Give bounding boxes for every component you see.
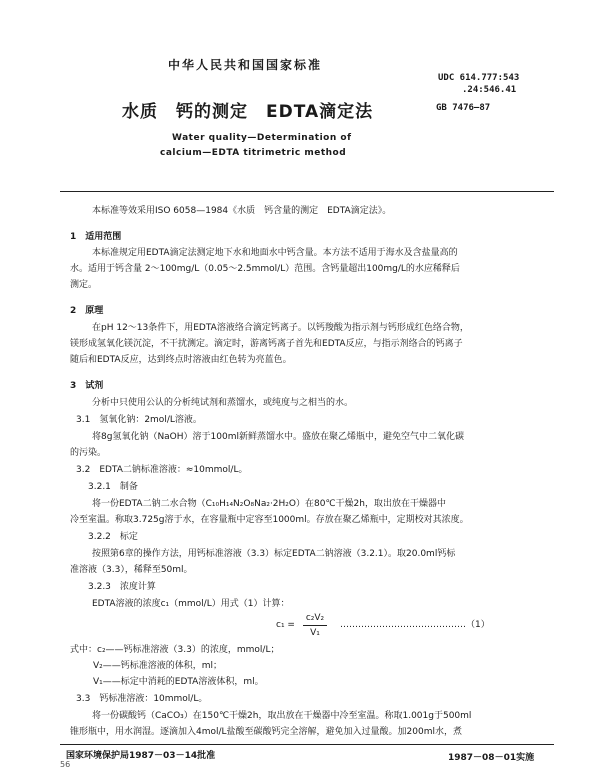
- s321-title: 3.2.1 制备: [88, 482, 138, 492]
- s1-line1: 本标准规定用EDTA滴定法测定地下水和地面水中钙含量。本方法不适用于海水及含盐量高的: [92, 248, 458, 258]
- s321-line1: 将一份EDTA二钠二水合物（C₁₀H₁₄N₂O₈Na₂·2H₂O）在80℃干燥2h，取出放在干燥器中: [92, 499, 446, 509]
- s33-line2: 锥形瓶中，用水润湿。逐滴加入4mol/L盐酸至碳酸钙完全溶解，避免加入过量酸。加200ml水，煮: [70, 727, 462, 737]
- udc-code-line1: UDC 614.777:543: [438, 73, 520, 83]
- s1-line2: 水。适用于钙含量 2～100mg/L（0.05～2.5mmol/L）范围。含钙量超出100mg/L的水应稀释后: [70, 264, 460, 274]
- section-1-title: 1 适用范围: [70, 232, 122, 242]
- s323-title: 3.2.3 浓度计算: [88, 582, 156, 592]
- footer-rule: [60, 744, 554, 745]
- where-line1: 式中：c₂——钙标准溶液（3.3）的浓度，mmol/L；: [70, 645, 280, 655]
- s2-line3: 随后和EDTA反应，达到终点时溶液由红色转为亮蓝色。: [70, 355, 292, 365]
- title-cn: 水质 钙的测定 EDTA滴定法: [122, 102, 374, 122]
- intro-text: 本标准等效采用ISO 6058—1984《水质 钙含量的测定 EDTA滴定法》。: [92, 206, 392, 216]
- formula-number: ……………………………………（1）: [340, 620, 490, 630]
- s323-line1: EDTA溶液的浓度c₁（mmol/L）用式（1）计算：: [92, 599, 290, 609]
- title-en-line1: Water quality—Determination of: [172, 133, 352, 143]
- approval-date: 国家环境保护局1987－03－14批准: [66, 751, 216, 761]
- s2-line2: 镁形成氢氧化镁沉淀，不干扰测定。滴定时，游离钙离子首先和EDTA反应，与指示剂络合的钙离子: [70, 339, 463, 349]
- s31-line1: 将8g氢氧化钠（NaOH）溶于100ml新鲜蒸馏水中。盛放在聚乙烯瓶中，避免空气中二氧化碳: [92, 432, 464, 442]
- s31-title: 3.1 氢氧化钠：2mol/L溶液。: [76, 415, 202, 425]
- udc-code-line2: .24:546.41: [462, 85, 517, 95]
- s33-line1: 将一份碳酸钙（CaCO₃）在150℃干燥2h，取出放在干燥器中冷至室温。称取1.001g于500ml: [92, 711, 472, 721]
- s322-line1: 按照第6章的操作方法，用钙标准溶液（3.3）标定EDTA二钠溶液（3.2.1）。取20.0ml钙标: [92, 549, 456, 559]
- gb-number: GB 7476—87: [436, 103, 491, 113]
- s1-line3: 测定。: [70, 280, 98, 290]
- s3-intro: 分析中只使用公认的分析纯试剂和蒸馏水，或纯度与之相当的水。: [92, 398, 354, 408]
- s32-title: 3.2 EDTA二钠标准溶液：≈10mmol/L。: [76, 465, 248, 475]
- s322-title: 3.2.2 标定: [88, 532, 138, 542]
- standard-org: 中华人民共和国国家标准: [168, 58, 323, 72]
- where-line3: V₁——标定中消耗的EDTA溶液体积，ml。: [93, 677, 264, 687]
- header-rule: [60, 191, 554, 192]
- section-2-title: 2 原理: [70, 306, 104, 316]
- formula-numerator: c₂V₂: [305, 613, 325, 623]
- formula-denominator: V₁: [310, 628, 320, 638]
- implementation-date: 1987－08－01实施: [448, 753, 535, 763]
- where-line2: V₂——钙标准溶液的体积，ml；: [93, 661, 223, 671]
- s31-line2: 的污染。: [70, 448, 107, 458]
- formula-lhs: c₁ =: [276, 620, 295, 630]
- s322-line2: 准溶液（3.3），稀释至50ml。: [70, 565, 193, 575]
- s33-title: 3.3 钙标准溶液：10mmol/L。: [76, 694, 208, 704]
- page-number: 56: [60, 760, 71, 769]
- s321-line2: 冷至室温。称取3.725g溶于水，在容量瓶中定容至1000ml。存放在聚乙烯瓶中，定期校对其浓度。: [70, 515, 469, 525]
- section-3-title: 3 试剂: [70, 381, 104, 391]
- s2-line1: 在pH 12～13条件下，用EDTA溶液络合滴定钙离子。以钙羧酸为指示剂与钙形成红色络合物，: [92, 323, 469, 333]
- title-en-line2: calcium—EDTA titrimetric method: [160, 148, 347, 158]
